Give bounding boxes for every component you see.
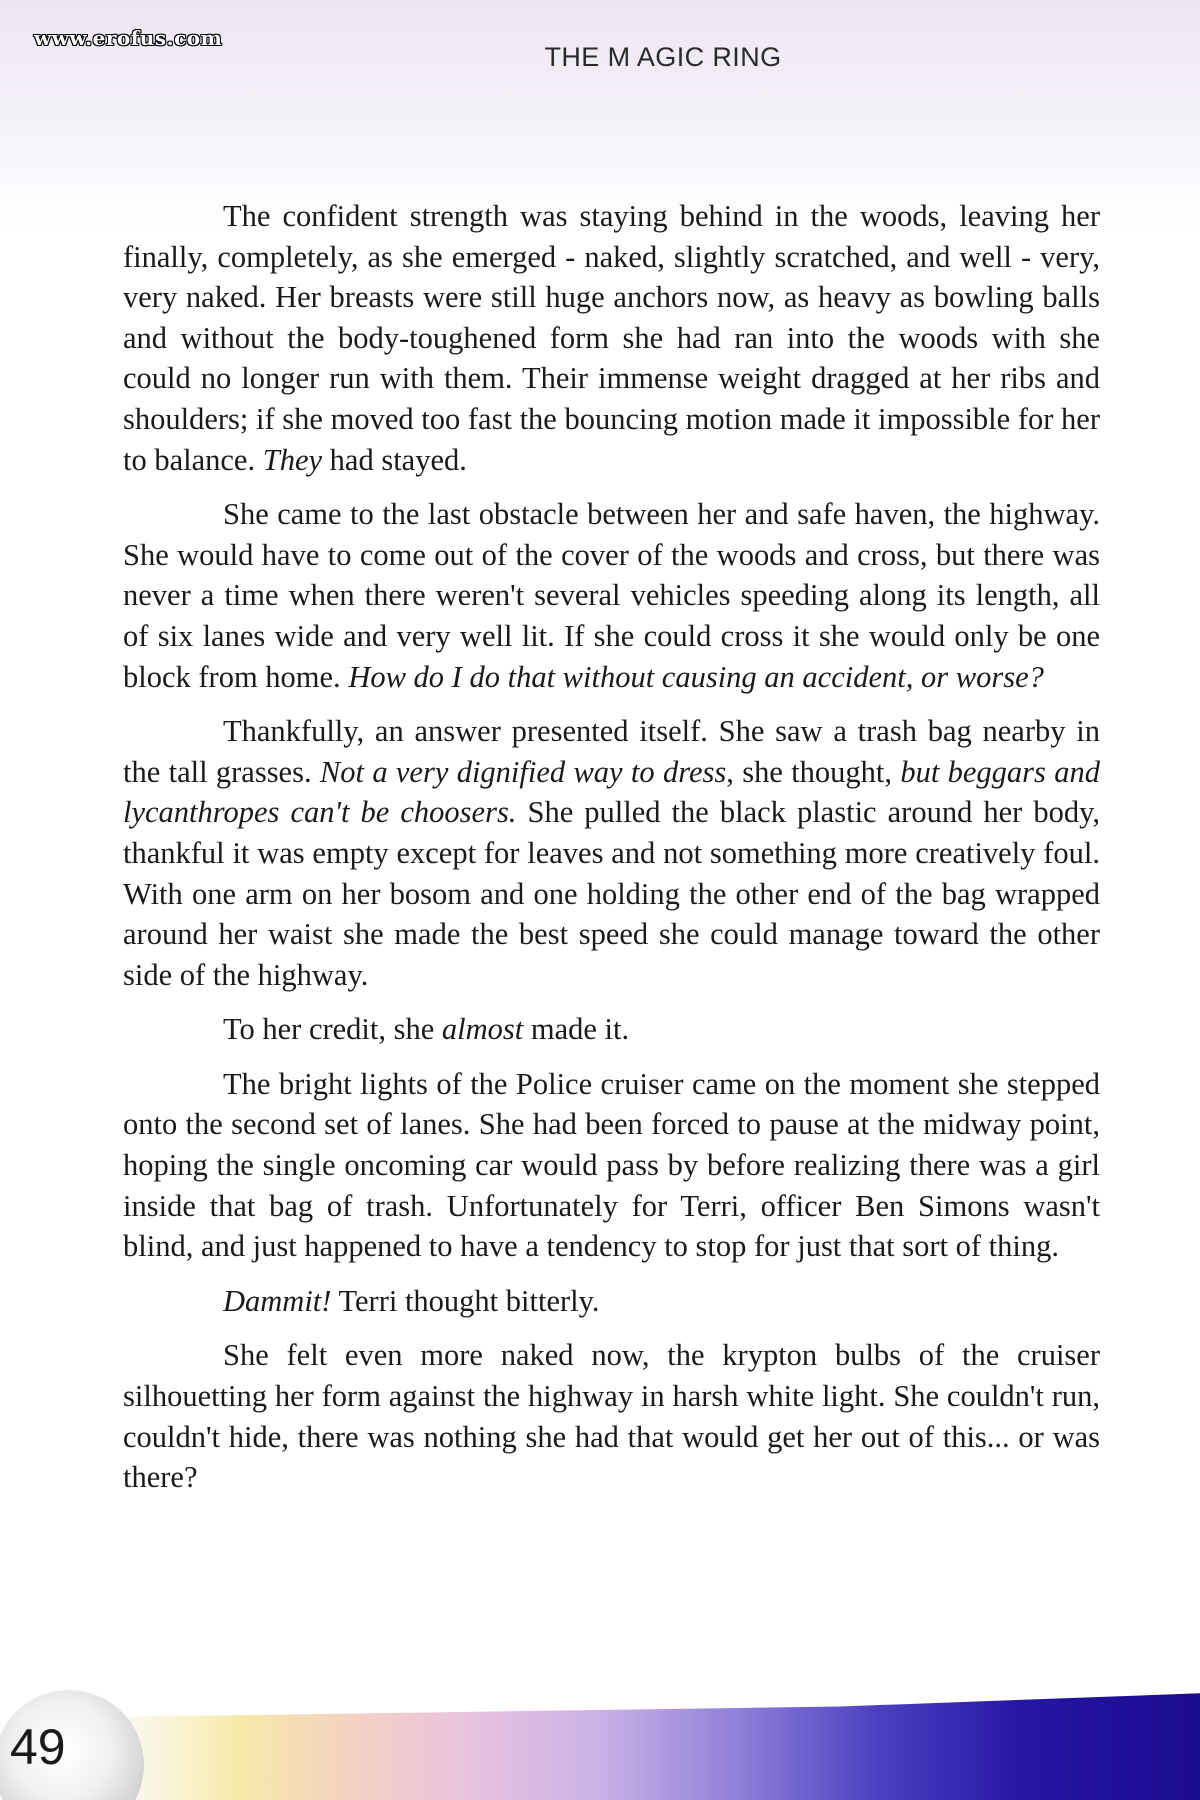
page-number: 49 (10, 1719, 66, 1775)
italic-text-run: Not a very dignified way to dress (319, 754, 727, 789)
text-run: Thankfully, an answer presented itself. She saw a trash bag nearby in the tall grasses. (123, 714, 1100, 789)
italic-text-run: but beggars and lycanthropes can't be choosers. (123, 754, 1100, 830)
italic-text-run: almost (441, 1012, 524, 1047)
story-paragraph (123, 1335, 1100, 1497)
story-paragraph (123, 196, 1100, 480)
text-run: The confident strength was staying behind in the woods, leaving her finally, completely, as she emerged - naked, slightly scratched, and well - very, very naked. Her breasts were still huge anchors now, as heavy as bowling balls and without the body-toughened form she had ran into the woods with she could no longer run with them. Their immense weight dragged at her ribs and shoulders; if she moved too fast the bouncing motion made it impossible for her to balance. (123, 199, 1100, 477)
watermark-text: www.erofus.com (34, 26, 223, 50)
running-header-title: THE M AGIC RING (544, 42, 782, 72)
text-run: She came to the last obstacle between her and safe haven, the highway. She would have to come out of the cover of the woods and cross, but there was never a time when there weren't several vehicles speeding along its length, all of six lanes wide and very well lit. If she could cross it she would only be one block from home. (123, 497, 1100, 694)
text-run: , she thought, (726, 754, 901, 789)
story-paragraph (123, 1064, 1100, 1267)
italic-text-run: They (262, 442, 323, 477)
italic-text-run: Dammit! (223, 1283, 332, 1318)
story-paragraph (123, 494, 1100, 697)
text-run: made it. (523, 1012, 630, 1047)
story-paragraph (123, 1009, 1100, 1050)
story-paragraph (123, 1281, 1100, 1322)
text-run: She pulled the black plastic around her body, thankful it was empty except for leaves and not something more creatively foul. With one arm on her bosom and one holding the other end of the bag wrapped around her waist she made the best speed she could manage toward the other side of the highway. (123, 795, 1100, 992)
text-run: She felt even more naked now, the krypton bulbs of the cruiser silhouetting her form against the highway in harsh white light. She couldn't run, couldn't hide, there was nothing she had that would get her out of this... or was there? (123, 1338, 1100, 1495)
footer-gradient-band (0, 1690, 1200, 1800)
text-run: Terri thought bitterly. (331, 1283, 600, 1318)
italic-text-run: How do I do that without causing an accident, or worse? (348, 659, 1044, 694)
story-paragraph (123, 711, 1100, 995)
text-run: To her credit, she (223, 1012, 442, 1047)
story-body (123, 196, 1100, 1512)
text-run: The bright lights of the Police cruiser came on the moment she stepped onto the second set of lanes. She had been forced to pause at the midway point, hoping the single oncoming car would pass by before realizing there was a girl inside that bag of trash. Unfortunately for Terri, officer Ben Simons wasn't blind, and just happened to have a tendency to stop for just that sort of thing. (123, 1066, 1100, 1264)
text-run: had stayed. (322, 442, 467, 477)
